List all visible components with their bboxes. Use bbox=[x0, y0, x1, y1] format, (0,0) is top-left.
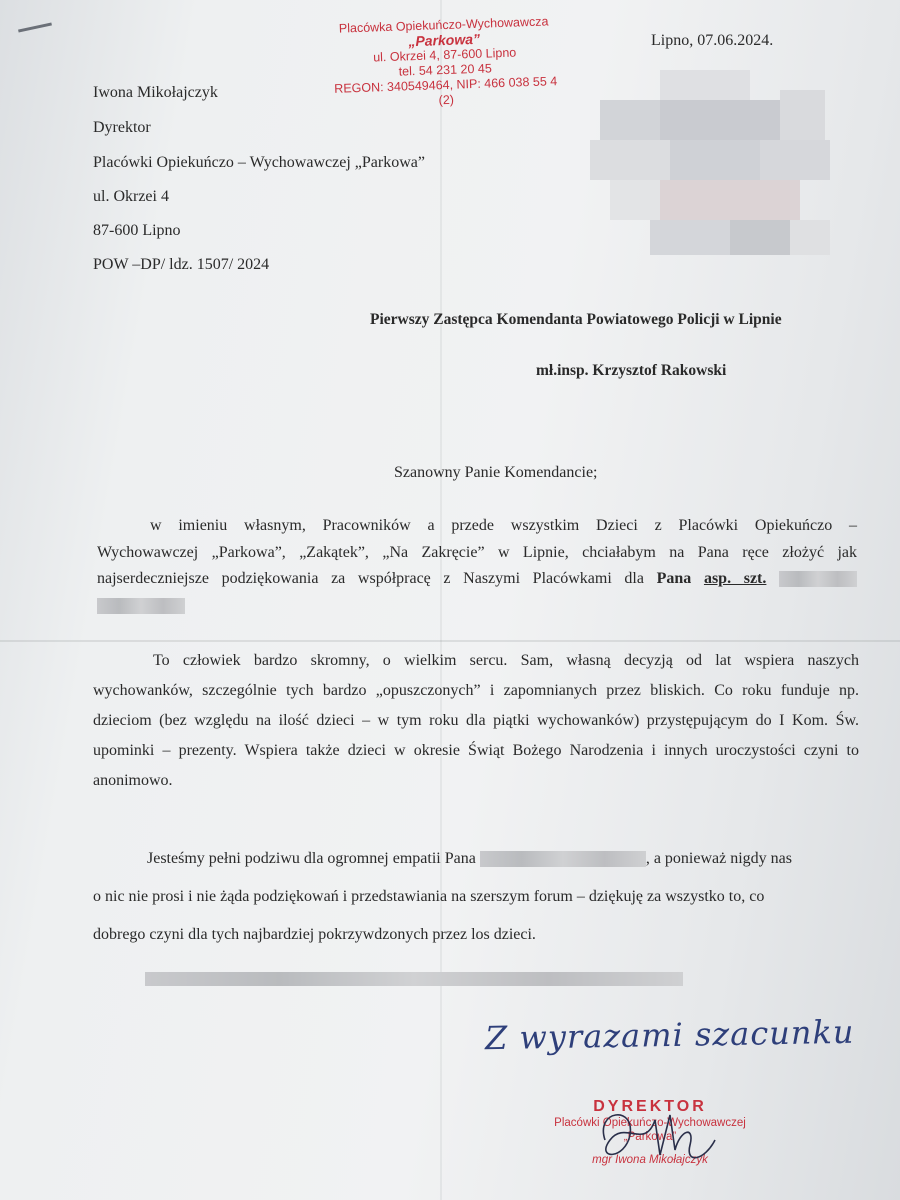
stamp-line: Placówka Opiekuńczo-Wychowawcza bbox=[338, 14, 549, 36]
sender-title: Dyrektor bbox=[93, 119, 151, 136]
stamp-line: (2) bbox=[438, 92, 455, 108]
stamp-line: tel. 54 231 20 45 bbox=[398, 61, 493, 79]
stamp-line: REGON: 340549464, NIP: 466 038 55 4 bbox=[334, 74, 558, 96]
sender-street: ul. Okrzei 4 bbox=[93, 188, 169, 205]
paragraph-line: dzieciom (bez względu na ilość dzieci – w tym roku dla piątki wychowanków) przystępującym do I Kom. Św. bbox=[93, 712, 859, 729]
stamp-line: „Parkowa” bbox=[408, 30, 481, 50]
paragraph-line: upominki – prezenty. Wspiera także dzieci w okresie Świąt Bożego Narodzenia i innych uroczystości czyni to bbox=[93, 742, 859, 759]
redacted-address bbox=[590, 70, 830, 270]
sender-reference: POW –DP/ ldz. 1507/ 2024 bbox=[93, 256, 270, 273]
stamp-title: DYREKTOR bbox=[593, 1098, 707, 1115]
redacted-name bbox=[97, 598, 185, 614]
paragraph-line: wychowanków, szczególnie tych bardzo „opuszczonych” i zapomnianych przez bliskich. Co roku funduje np. bbox=[93, 682, 859, 699]
signature-icon bbox=[585, 1100, 725, 1180]
paragraph-admiration bbox=[93, 840, 833, 954]
paragraph-line: To człowiek bardzo skromny, o wielkim sercu. Sam, własną decyzją od lat wspiera naszych bbox=[153, 652, 859, 669]
stamp-director-name: mgr Iwona Mikołajczyk bbox=[592, 1154, 708, 1166]
paragraph-line: , a ponieważ nigdy nas bbox=[645, 850, 793, 867]
recipient-title: Pierwszy Zastępca Komendanta Powiatowego Policji w Lipnie bbox=[370, 311, 782, 328]
sender-name: Iwona Mikołajczyk bbox=[93, 84, 218, 101]
stamp-line: Placówki Opiekuńczo-Wychowawczej bbox=[554, 1117, 746, 1129]
paper-fold-horizontal bbox=[0, 640, 900, 642]
paragraph-line: w imieniu własnym, Pracowników a przede wszystkim Dzieci z Placówki Opiekuńczo – bbox=[150, 517, 857, 534]
institution-stamp-header bbox=[299, 13, 592, 113]
paragraph-line: anonimowo. bbox=[93, 772, 173, 789]
redacted-name bbox=[779, 571, 857, 587]
paragraph-line: najserdeczniejsze podziękowania za współpracę z Naszymi Placówkami dla bbox=[97, 570, 644, 587]
salutation: Szanowny Panie Komendancie; bbox=[394, 464, 598, 481]
paragraph-line: o nic nie prosi i nie żąda podziękowań i przedstawiania na szerszym forum – dziękuję za wszystko to, co bbox=[93, 888, 765, 905]
handwritten-closing: Z wyrazami szacunku bbox=[484, 1012, 855, 1058]
letter-date: Lipno, 07.06.2024. bbox=[651, 32, 774, 49]
sender-city: 87-600 Lipno bbox=[93, 222, 181, 239]
pen-mark bbox=[18, 22, 52, 32]
bold-underlined-rank: asp. szt. bbox=[703, 570, 767, 587]
sender-institution: Placówki Opiekuńczo – Wychowawczej „Parkowa” bbox=[93, 154, 425, 171]
recipient-name: mł.insp. Krzysztof Rakowski bbox=[536, 362, 727, 379]
paragraph-line: Jesteśmy pełni podziwu dla ogromnej empatii Pana bbox=[147, 850, 476, 867]
paragraph-line: dobrego czyni dla tych najbardziej pokrzywdzonych przez los dzieci. bbox=[93, 926, 536, 943]
redacted-name bbox=[480, 851, 646, 867]
paragraph-line: Wychowawczej „Parkowa”, „Zakątek”, „Na Zakręcie” w Lipnie, chciałabym na Pana ręce złożyć jak bbox=[97, 543, 857, 561]
paragraph-description bbox=[93, 646, 859, 796]
paragraph-gratitude bbox=[97, 513, 857, 619]
redacted-line bbox=[145, 970, 683, 988]
bold-text: Pana bbox=[656, 570, 692, 587]
stamp-line: ul. Okrzei 4, 87-600 Lipno bbox=[372, 45, 517, 65]
stamp-line: „Parkowa” bbox=[623, 1131, 677, 1143]
